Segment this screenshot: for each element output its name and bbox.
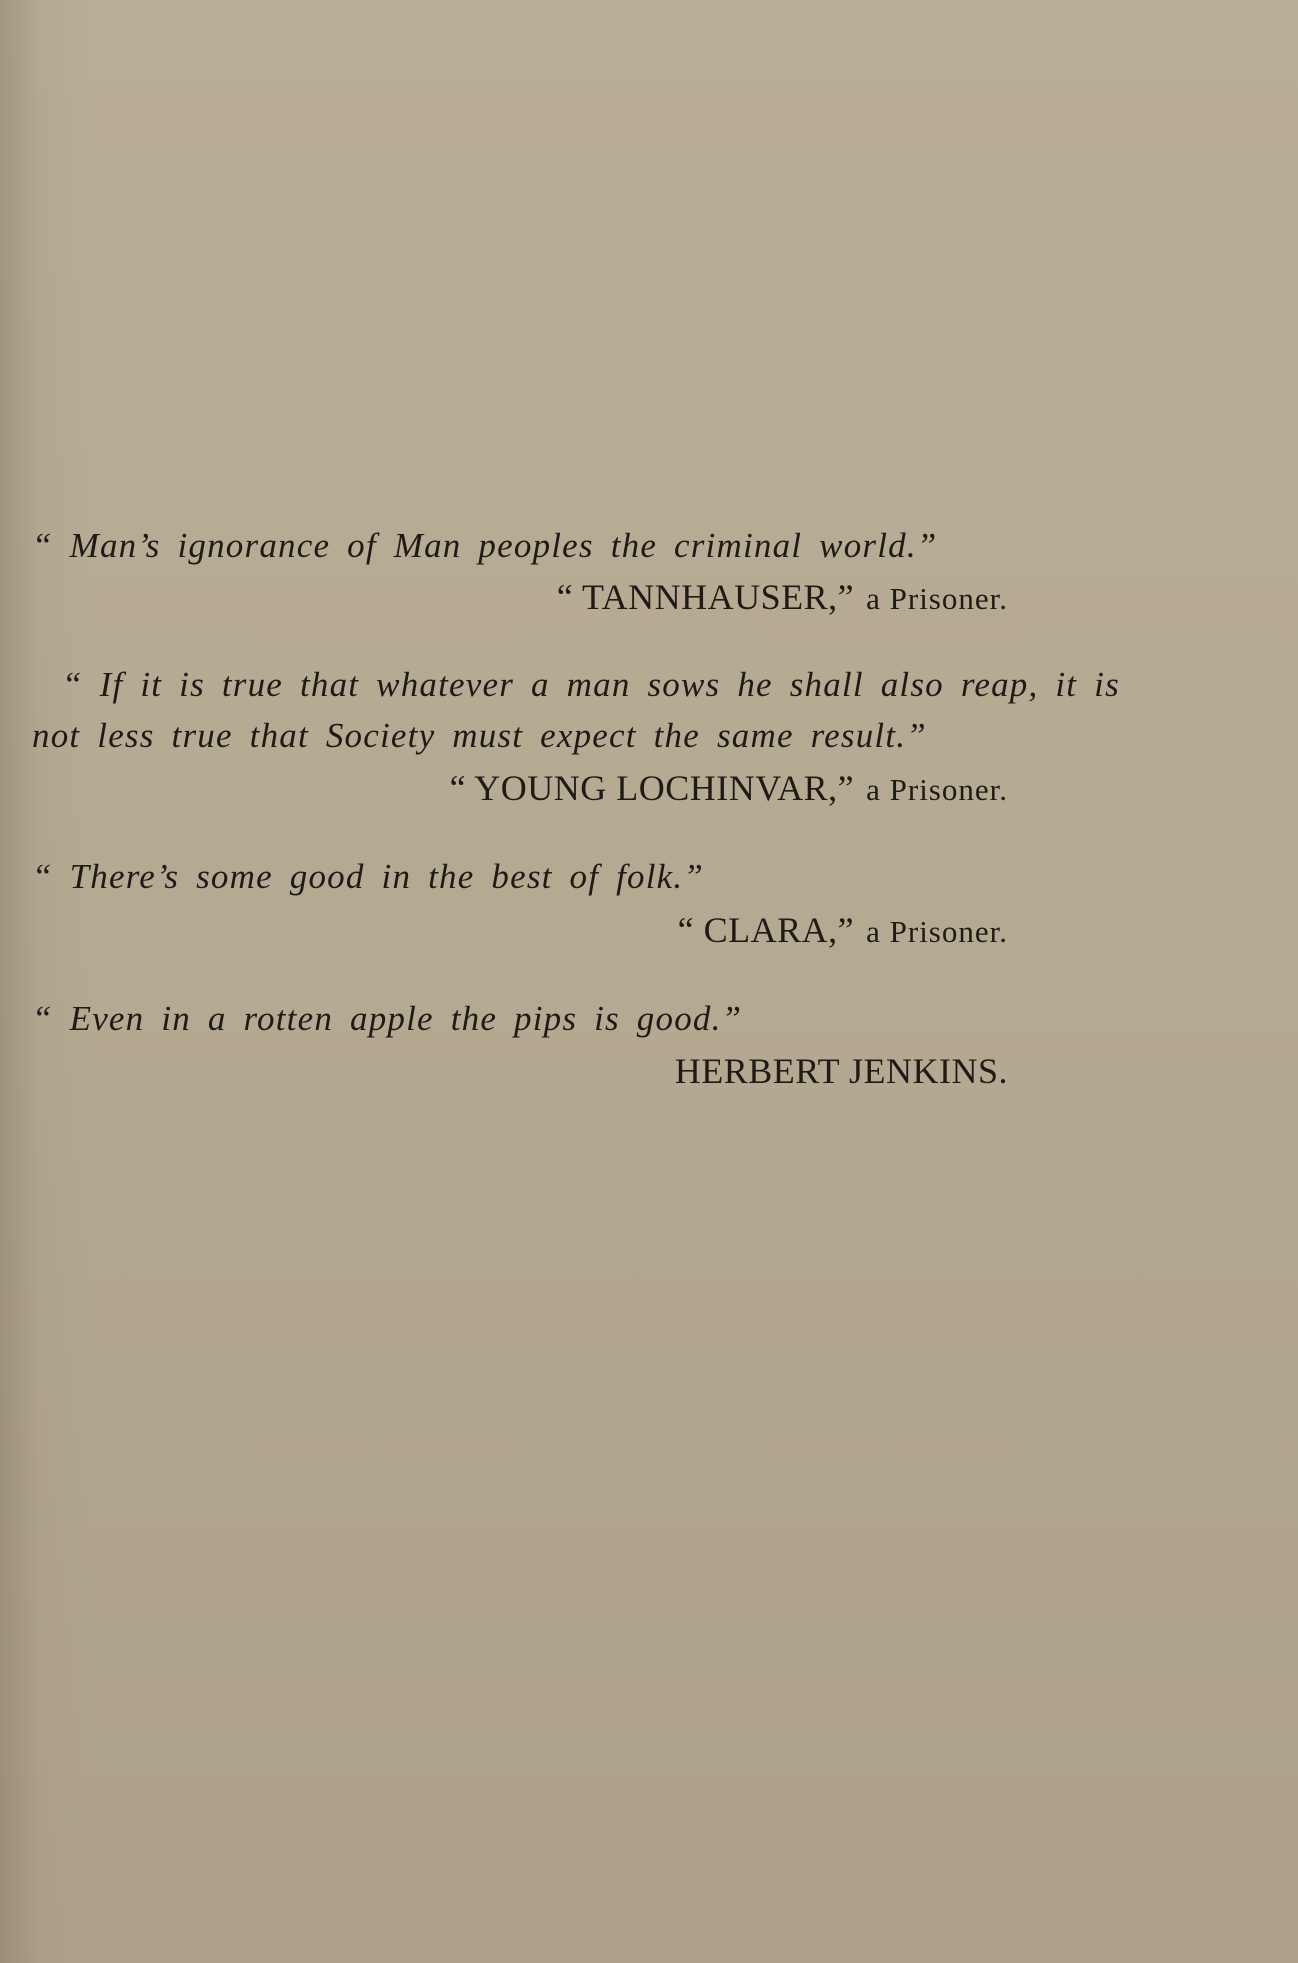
attribution-role: a Prisoner. — [866, 581, 1008, 616]
attribution-name: HERBERT JENKINS. — [674, 1051, 1008, 1091]
attribution-role: a Prisoner. — [866, 772, 1008, 807]
attribution-role: a Prisoner. — [866, 914, 1008, 949]
epigraph-quote-3: “ There’s some good in the best of folk.” — [32, 857, 705, 896]
epigraph-attribution-2 — [450, 763, 1008, 815]
epigraph-quote-4: “ Even in a rotten apple the pips is good.” — [32, 999, 743, 1038]
attribution-name: “ CLARA,” — [677, 910, 855, 950]
epigraph-attribution-4 — [675, 1046, 1008, 1096]
epigraph-attribution-1 — [557, 572, 1008, 624]
attribution-name: “ YOUNG LOCHINVAR,” — [449, 768, 855, 808]
epigraph-attribution-3 — [678, 905, 1008, 957]
epigraph-quote-1: “ Man’s ignorance of Man peoples the criminal world.” — [32, 526, 938, 565]
epigraph-quote-2: “ If it is true that whatever a man sows he shall also reap, it is not less true that Society must expect the same result.” — [32, 665, 1120, 755]
attribution-name: “ TANNHAUSER,” — [556, 577, 855, 617]
